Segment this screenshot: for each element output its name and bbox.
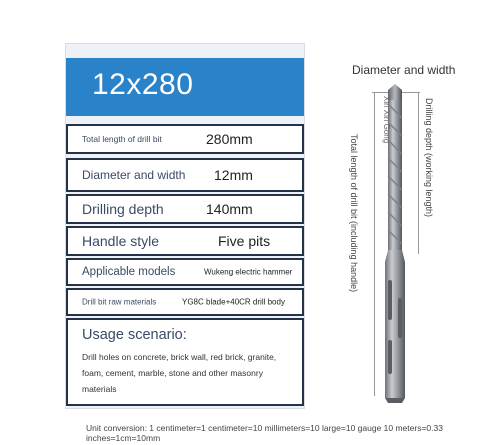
spec-value: 140mm — [206, 201, 253, 217]
diameter-label: Diameter and width — [352, 63, 456, 77]
spec-value: YG8C blade+40CR drill body — [182, 297, 285, 307]
usage-scenario — [66, 318, 304, 406]
spec-row-drilling-depth — [66, 194, 304, 224]
spec-card-header — [66, 58, 304, 116]
model-title: 12x280 — [92, 68, 194, 101]
spec-value: 12mm — [214, 167, 253, 183]
drilling-depth-label: Drilling depth (working length) — [424, 98, 434, 218]
spec-label: Total length of drill bit — [82, 134, 162, 144]
spec-value: Wukeng electric hammer — [204, 267, 293, 277]
spec-label: Drill bit raw materials — [82, 297, 157, 307]
brand-label: Xin Xin Gong — [382, 96, 391, 144]
spec-row-total-length — [66, 124, 304, 154]
total-length-label: Total length of drill bit (including handle) — [349, 134, 359, 293]
spec-label: Diameter and width — [82, 168, 186, 182]
spec-row-applicable-models — [66, 258, 304, 286]
usage-title: Usage scenario: — [82, 327, 187, 343]
spec-value: 280mm — [206, 131, 253, 147]
unit-conversion-note: Unit conversion: 1 centimeter=1 centimeter=10 millimeters=10 large=10 gauge 10 meters=0.33 inches=1cm=10mm — [86, 423, 443, 443]
spec-row-handle-style — [66, 226, 304, 256]
drilling-depth-bracket — [418, 92, 419, 254]
spec-row-diameter — [66, 158, 304, 192]
spec-row-raw-materials — [66, 288, 304, 316]
spec-label: Handle style — [82, 233, 160, 249]
spec-label: Drilling depth — [82, 201, 164, 217]
total-length-bracket — [374, 92, 375, 396]
spec-label: Applicable models — [82, 266, 176, 278]
spec-value: Five pits — [218, 233, 271, 249]
usage-text: Drill holes on concrete, brick wall, red brick, granite, foam, cement, marble, stone and other masonry materials — [82, 352, 277, 394]
